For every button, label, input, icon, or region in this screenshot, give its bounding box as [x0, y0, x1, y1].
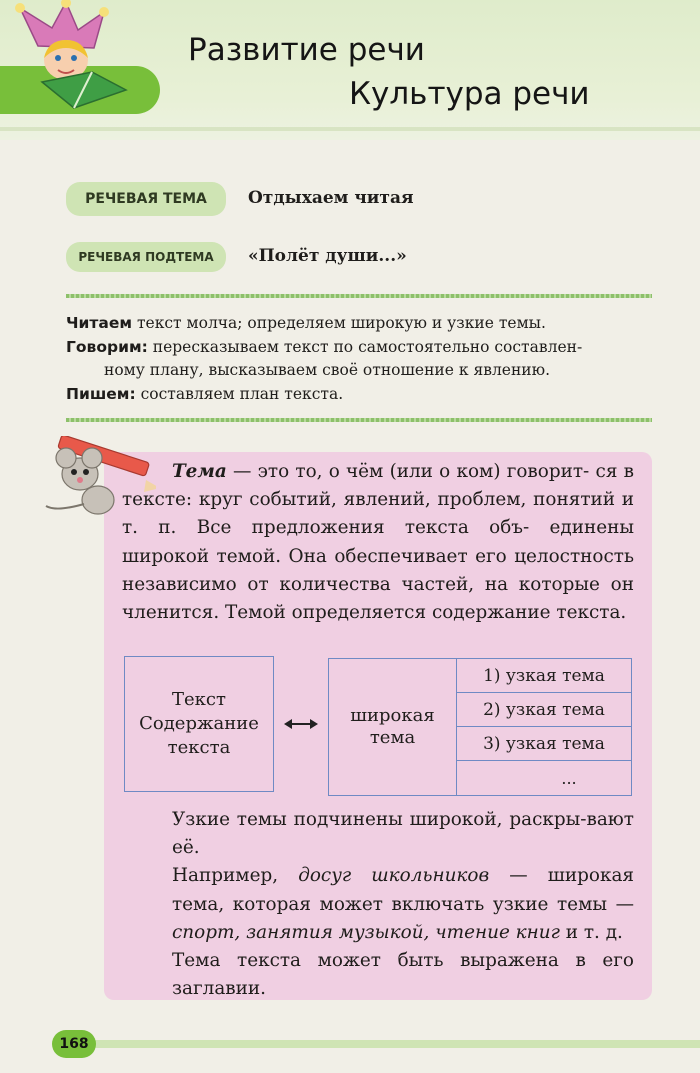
skills-list — [66, 312, 654, 406]
header-bottom-edge — [0, 127, 700, 131]
section-divider — [66, 294, 652, 298]
jester-reading-book-illustration — [8, 0, 158, 112]
broad-theme-cell: широкая тема — [329, 659, 457, 795]
definition-term: Тема — [172, 461, 227, 482]
narrow-theme-item: 2) узкая тема — [457, 693, 631, 727]
speech-topic-label: РЕЧЕВАЯ ТЕМА — [66, 182, 226, 216]
skill-speaking-continued: ному плану, высказываем своё отношение к явлению. — [104, 361, 551, 379]
double-arrow-icon — [284, 714, 318, 734]
theme-diagram — [124, 656, 634, 798]
skill-writing: Пишем: составляем план текста. — [66, 384, 344, 403]
narrow-theme-ellipsis: ... — [561, 768, 577, 788]
speech-subtopic-label: РЕЧЕВАЯ ПОДТЕМА — [66, 242, 226, 272]
theory-continuation — [122, 806, 634, 1003]
text-content-box: Текст Содержание текста — [124, 656, 274, 792]
page-title-line-1: Развитие речи — [188, 32, 425, 68]
paragraph-title: Тема текста может быть выражена в его заглавии. — [172, 950, 634, 1000]
speech-topic-value: Отдыхаем читая — [248, 188, 414, 208]
skill-reading: Читаем текст молча; определяем широкую и узкие темы. — [66, 314, 546, 332]
section-divider — [66, 418, 652, 422]
footer-stripe — [88, 1040, 700, 1048]
theme-structure-box — [328, 658, 632, 796]
narrow-theme-item: 1) узкая тема — [457, 659, 631, 693]
narrow-theme-item: 3) узкая тема — [457, 727, 631, 761]
narrow-theme-list — [457, 659, 631, 795]
page-number: 168 — [52, 1030, 96, 1058]
skill-speaking: Говорим: пересказываем текст по самостоятельно составлен- — [66, 337, 583, 356]
speech-subtopic-value: «Полёт души...» — [248, 246, 407, 266]
paragraph-narrow-themes: Узкие темы подчинены широкой, раскры-вают её. — [172, 809, 634, 859]
page-title-line-2: Культура речи — [349, 76, 590, 112]
paragraph-example: Например, досуг школьников — широкая тема, которая может включать узкие темы — спорт, занятия музыкой, чтение книг и т. д. — [172, 865, 635, 943]
theme-definition: Тема — это то, о чём (или о ком) говорит- ся в тексте: круг событий, явлений, проблем, понятий и т. п. Все предложения текста объ- единены широкой темой. Она обеспечивает его целостность независимо от количества частей, на которые он членится. Темой определяется содержание текста. — [122, 461, 634, 624]
